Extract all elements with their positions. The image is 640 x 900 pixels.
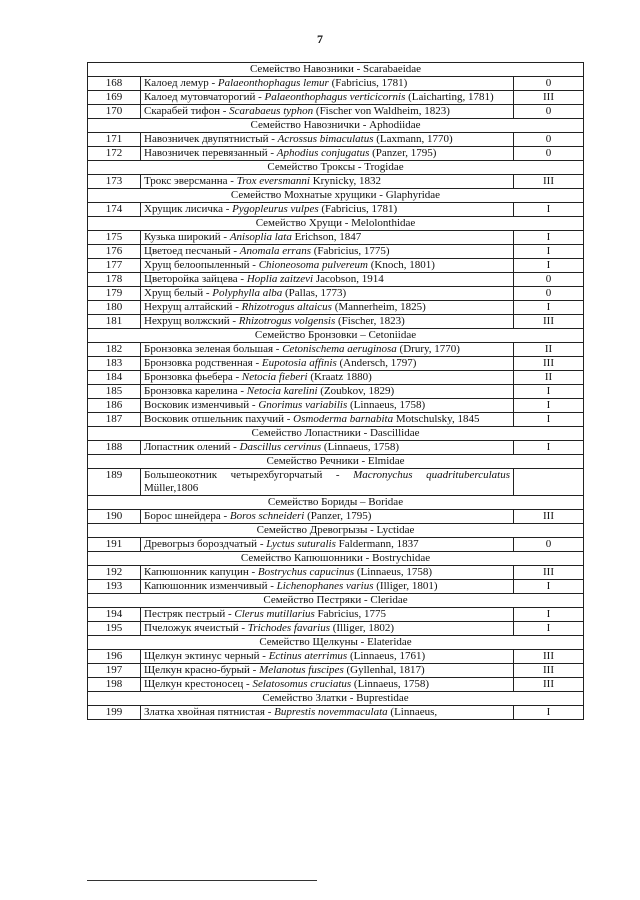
- status-category: I: [514, 399, 584, 413]
- species-name-cell: Нехрущ алтайский - Rhizotrogus altaicus (Mannerheim, 1825): [141, 301, 514, 315]
- scientific-name: Buprestis novemmaculata: [274, 706, 388, 718]
- species-number: 169: [88, 91, 141, 105]
- species-name-cell: Борос шнейдера - Boros schneideri (Panzer, 1795): [141, 510, 514, 524]
- russian-name: Навозничек двупятнистый: [144, 133, 269, 145]
- family-heading: Семейство Бориды – Boridae: [88, 496, 584, 510]
- species-row: [88, 273, 584, 287]
- species-row: [88, 301, 584, 315]
- status-category: III: [514, 664, 584, 678]
- species-number: 191: [88, 538, 141, 552]
- species-number: 180: [88, 301, 141, 315]
- russian-name: Борос шнейдера: [144, 510, 221, 522]
- species-row: [88, 343, 584, 357]
- family-heading: Семейство Навозники - Scarabaeidae: [88, 63, 584, 77]
- author-year: (Mannerheim, 1825): [334, 301, 426, 313]
- status-category: I: [514, 608, 584, 622]
- scientific-name: Aphodius conjugatus: [276, 147, 370, 159]
- author-year: (Knoch, 1801): [370, 259, 435, 271]
- species-number: 182: [88, 343, 141, 357]
- species-name-cell: Кузька широкий - Anisoplia lata Erichson, 1847: [141, 231, 514, 245]
- russian-name: Навозничек перевязанный: [144, 147, 268, 159]
- author-year: (Gyllenhal, 1817): [346, 664, 425, 676]
- species-row: [88, 147, 584, 161]
- author-year: (Kraatz 1880): [310, 371, 372, 383]
- scientific-name: Clerus mutillarius: [234, 608, 315, 620]
- species-name-cell: Хрущик лисичка - Pygopleurus vulpes (Fabricius, 1781): [141, 203, 514, 217]
- scientific-name: Pygopleurus vulpes: [232, 203, 319, 215]
- author-year: (Panzer, 1795): [307, 510, 372, 522]
- species-name-cell: Щелкун крестоносец - Selatosomus cruciatus (Linnaeus, 1758): [141, 678, 514, 692]
- scientific-name: Acrossus bimaculatus: [277, 133, 374, 145]
- species-table-body: [88, 63, 584, 720]
- russian-name: Цветоройка зайцева: [144, 273, 238, 285]
- russian-name: Лопастник олений: [144, 441, 231, 453]
- species-row: [88, 91, 584, 105]
- species-row: [88, 357, 584, 371]
- species-number: 186: [88, 399, 141, 413]
- species-name-cell: Цветоед песчаный - Anomala errans (Fabricius, 1775): [141, 245, 514, 259]
- species-name-cell: Восковик изменчивый - Gnorimus variabilis (Linnaeus, 1758): [141, 399, 514, 413]
- species-name-cell: Навозничек двупятнистый - Acrossus bimaculatus (Laxmann, 1770): [141, 133, 514, 147]
- species-row: [88, 385, 584, 399]
- species-number: 196: [88, 650, 141, 664]
- scientific-name: Rhizotrogus volgensis: [238, 315, 336, 327]
- species-number: 188: [88, 441, 141, 455]
- species-number: 175: [88, 231, 141, 245]
- species-number: 173: [88, 175, 141, 189]
- status-category: I: [514, 231, 584, 245]
- species-name-cell: Большеокотник четырехбугорчатый - Macronychus quadrituberculatus Müller,1806: [141, 469, 514, 496]
- author-year: (Linnaeus, 1758): [353, 678, 430, 690]
- species-name-cell: Капюшонник капуцин - Bostrychus capucinus (Linnaeus, 1758): [141, 566, 514, 580]
- status-category: I: [514, 441, 584, 455]
- species-name-cell: Навозничек перевязанный - Aphodius conjugatus (Panzer, 1795): [141, 147, 514, 161]
- status-category: 0: [514, 273, 584, 287]
- scientific-name: Chioneosoma pulvereum: [258, 259, 368, 271]
- species-row: [88, 371, 584, 385]
- status-category: I: [514, 413, 584, 427]
- species-name-cell: Щелкун эктинус черный - Ectinus aterrimus (Linnaeus, 1761): [141, 650, 514, 664]
- author-year: (Laicharting, 1781): [408, 91, 494, 103]
- russian-name: Скарабей тифон: [144, 105, 220, 117]
- author-year: (Illiger, 1802): [332, 622, 394, 634]
- status-category: 0: [514, 287, 584, 301]
- species-row: [88, 133, 584, 147]
- species-number: 197: [88, 664, 141, 678]
- author-year: Motschulsky, 1845: [395, 413, 480, 425]
- status-category: III: [514, 650, 584, 664]
- species-number: 194: [88, 608, 141, 622]
- species-number: 189: [88, 469, 141, 496]
- species-name-cell: Скарабей тифон - Scarabaeus typhon (Fischer von Waldheim, 1823): [141, 105, 514, 119]
- russian-name: Кузька широкий: [144, 231, 221, 243]
- author-year: Faldermann, 1837: [338, 538, 419, 550]
- species-row: [88, 608, 584, 622]
- status-category: I: [514, 245, 584, 259]
- russian-name: Нехрущ алтайский: [144, 301, 233, 313]
- author-year: (Pallas, 1773): [285, 287, 347, 299]
- species-number: 168: [88, 77, 141, 91]
- species-row: [88, 245, 584, 259]
- status-category: II: [514, 343, 584, 357]
- author-year: (Linnaeus, 1761): [349, 650, 426, 662]
- russian-name: Капюшонник изменчивый: [144, 580, 268, 592]
- species-name-cell: Цветоройка зайцева - Hoplia zaitzevi Jacobson, 1914: [141, 273, 514, 287]
- species-name-cell: Бронзовка фьебера - Netocia fieberi (Kraatz 1880): [141, 371, 514, 385]
- family-row: [88, 119, 584, 133]
- species-name-cell: Древогрыз бороздчатый - Lyctus suturalis Faldermann, 1837: [141, 538, 514, 552]
- species-number: 174: [88, 203, 141, 217]
- scientific-name: Eupotosia affinis: [261, 357, 337, 369]
- species-name-cell: Восковик отшельник пахучий - Osmoderma barnabita Motschulsky, 1845: [141, 413, 514, 427]
- status-category: I: [514, 580, 584, 594]
- russian-name: Калоед мутовчаторогий: [144, 91, 256, 103]
- status-category: II: [514, 371, 584, 385]
- family-row: [88, 217, 584, 231]
- species-name-cell: Бронзовка карелина - Netocia karelini (Zoubkov, 1829): [141, 385, 514, 399]
- author-year: (Andersch, 1797): [339, 357, 417, 369]
- species-row: [88, 650, 584, 664]
- status-category: III: [514, 91, 584, 105]
- species-number: 198: [88, 678, 141, 692]
- family-heading: Семейство Лопастники - Dascillidae: [88, 427, 584, 441]
- author-year: (Fabricius, 1775): [313, 245, 390, 257]
- species-name-cell: Златка хвойная пятнистая - Buprestis novemmaculata (Linnaeus,: [141, 706, 514, 720]
- family-row: [88, 427, 584, 441]
- author-year: (Linnaeus, 1758): [356, 566, 433, 578]
- author-year: (Zoubkov, 1829): [320, 385, 395, 397]
- russian-name: Большеокотник четырехбугорчатый: [144, 469, 323, 481]
- scientific-name: Scarabaeus typhon: [229, 105, 314, 117]
- species-number: 193: [88, 580, 141, 594]
- russian-name: Нехрущ волжский: [144, 315, 230, 327]
- species-number: 184: [88, 371, 141, 385]
- status-category: 0: [514, 133, 584, 147]
- scientific-name: Rhizotrogus altaicus: [241, 301, 332, 313]
- russian-name: Хрущ белоопыленный: [144, 259, 250, 271]
- russian-name: Златка хвойная пятнистая: [144, 706, 265, 718]
- species-row: [88, 315, 584, 329]
- scientific-name: Melanotus fuscipes: [259, 664, 344, 676]
- scientific-name: Selatosomus cruciatus: [252, 678, 352, 690]
- scientific-name: Trichodes favarius: [247, 622, 330, 634]
- species-row: [88, 706, 584, 720]
- species-row: [88, 664, 584, 678]
- species-number: 181: [88, 315, 141, 329]
- species-name-cell: Пестряк пестрый - Clerus mutillarius Fabricius, 1775: [141, 608, 514, 622]
- russian-name: Хрущ белый: [144, 287, 204, 299]
- family-heading: Семейство Капюшонники - Bostrychidae: [88, 552, 584, 566]
- author-year: (Linnaeus,: [390, 706, 438, 718]
- species-number: 170: [88, 105, 141, 119]
- species-name-cell: Лопастник олений - Dascillus cervinus (Linnaeus, 1758): [141, 441, 514, 455]
- author-year: (Drury, 1770): [399, 343, 460, 355]
- author-year: Erichson, 1847: [294, 231, 362, 243]
- russian-name: Калоед лемур: [144, 77, 209, 89]
- species-number: 177: [88, 259, 141, 273]
- status-category: I: [514, 385, 584, 399]
- scientific-name: Lyctus suturalis: [266, 538, 336, 550]
- scientific-name: Netocia karelini: [246, 385, 318, 397]
- scientific-name: Polyphylla alba: [212, 287, 283, 299]
- species-row: [88, 231, 584, 245]
- species-table: [87, 62, 584, 720]
- species-number: 183: [88, 357, 141, 371]
- scientific-name: Dascillus cervinus: [239, 441, 322, 453]
- status-category: [514, 469, 584, 496]
- russian-name: Бронзовка карелина: [144, 385, 238, 397]
- russian-name: Древогрыз бороздчатый: [144, 538, 258, 550]
- russian-name: Щелкун крестоносец: [144, 678, 244, 690]
- species-row: [88, 105, 584, 119]
- species-number: 192: [88, 566, 141, 580]
- page-number: 7: [317, 32, 323, 46]
- family-row: [88, 692, 584, 706]
- status-category: III: [514, 315, 584, 329]
- status-category: III: [514, 175, 584, 189]
- author-year: (Illiger, 1801): [376, 580, 438, 592]
- species-number: 187: [88, 413, 141, 427]
- species-row: [88, 203, 584, 217]
- author-year: (Linnaeus, 1758): [323, 441, 400, 453]
- scientific-name: Palaeonthophagus lemur: [217, 77, 329, 89]
- status-category: 0: [514, 105, 584, 119]
- species-name-cell: Бронзовка зеленая большая - Cetonischema aeruginosa (Drury, 1770): [141, 343, 514, 357]
- species-name-cell: Нехрущ волжский - Rhizotrogus volgensis (Fischer, 1823): [141, 315, 514, 329]
- status-category: I: [514, 259, 584, 273]
- species-number: 185: [88, 385, 141, 399]
- scientific-name: Trox eversmanni: [236, 175, 310, 187]
- scientific-name: Cetonischema aeruginosa: [282, 343, 397, 355]
- russian-name: Трокс эверсманна: [144, 175, 228, 187]
- status-category: 0: [514, 77, 584, 91]
- species-row: [88, 175, 584, 189]
- species-row: [88, 538, 584, 552]
- species-number: 199: [88, 706, 141, 720]
- status-category: I: [514, 622, 584, 636]
- scientific-name: Netocia fieberi: [241, 371, 308, 383]
- species-row: [88, 77, 584, 91]
- species-row: [88, 678, 584, 692]
- family-row: [88, 329, 584, 343]
- scientific-name: Macronychus quadrituberculatus: [353, 469, 510, 481]
- status-category: I: [514, 301, 584, 315]
- russian-name: Щелкун красно-бурый: [144, 664, 250, 676]
- russian-name: Хрущик лисичка: [144, 203, 223, 215]
- species-row: [88, 399, 584, 413]
- russian-name: Пчеложук ячеистый: [144, 622, 239, 634]
- russian-name: Бронзовка родственная: [144, 357, 253, 369]
- species-name-cell: Капюшонник изменчивый - Lichenophanes varius (Illiger, 1801): [141, 580, 514, 594]
- species-name-cell: Трокс эверсманна - Trox eversmanni Krynicky, 1832: [141, 175, 514, 189]
- species-name-cell: Хрущ белый - Polyphylla alba (Pallas, 1773): [141, 287, 514, 301]
- status-category: III: [514, 510, 584, 524]
- family-heading: Семейство Хрущи - Melolonthidae: [88, 217, 584, 231]
- species-number: 171: [88, 133, 141, 147]
- scientific-name: Bostrychus capucinus: [257, 566, 355, 578]
- status-category: 0: [514, 147, 584, 161]
- russian-name: Восковик отшельник пахучий: [144, 413, 284, 425]
- family-heading: Семейство Навознички - Aphodiidae: [88, 119, 584, 133]
- family-heading: Семейство Троксы - Trogidae: [88, 161, 584, 175]
- russian-name: Цветоед песчаный: [144, 245, 231, 257]
- status-category: 0: [514, 538, 584, 552]
- scientific-name: Boros schneideri: [229, 510, 305, 522]
- russian-name: Щелкун эктинус черный: [144, 650, 260, 662]
- species-row: [88, 259, 584, 273]
- scientific-name: Ectinus aterrimus: [268, 650, 348, 662]
- family-row: [88, 636, 584, 650]
- family-row: [88, 594, 584, 608]
- family-row: [88, 455, 584, 469]
- author-year: (Laxmann, 1770): [376, 133, 453, 145]
- species-name-cell: Щелкун красно-бурый - Melanotus fuscipes (Gyllenhal, 1817): [141, 664, 514, 678]
- species-name-cell: Пчеложук ячеистый - Trichodes favarius (Illiger, 1802): [141, 622, 514, 636]
- author-year: (Linnaeus, 1758): [350, 399, 426, 411]
- species-number: 190: [88, 510, 141, 524]
- status-category: I: [514, 706, 584, 720]
- species-row: [88, 510, 584, 524]
- status-category: I: [514, 203, 584, 217]
- family-row: [88, 524, 584, 538]
- family-heading: Семейство Щелкуны - Elateridae: [88, 636, 584, 650]
- species-number: 178: [88, 273, 141, 287]
- species-row: [88, 580, 584, 594]
- species-name-cell: Хрущ белоопыленный - Chioneosoma pulvereum (Knoch, 1801): [141, 259, 514, 273]
- russian-name: Бронзовка фьебера: [144, 371, 233, 383]
- status-category: III: [514, 357, 584, 371]
- family-heading: Семейство Речники - Elmidae: [88, 455, 584, 469]
- status-category: III: [514, 566, 584, 580]
- author-year: (Panzer, 1795): [372, 147, 437, 159]
- species-number: 179: [88, 287, 141, 301]
- author-year: (Fischer von Waldheim, 1823): [315, 105, 450, 117]
- species-number: 172: [88, 147, 141, 161]
- family-heading: Семейство Бронзовки – Cetoniidae: [88, 329, 584, 343]
- status-category: III: [514, 678, 584, 692]
- author-year: (Fabricius, 1781): [321, 203, 398, 215]
- scientific-name: Gnorimus variabilis: [258, 399, 348, 411]
- family-row: [88, 552, 584, 566]
- family-heading: Семейство Златки - Buprestidae: [88, 692, 584, 706]
- author-year: (Fischer, 1823): [338, 315, 405, 327]
- family-row: [88, 496, 584, 510]
- family-heading: Семейство Мохнатые хрущики - Glaphyridae: [88, 189, 584, 203]
- scientific-name: Anomala errans: [239, 245, 311, 257]
- family-row: [88, 63, 584, 77]
- species-row: [88, 622, 584, 636]
- author-year: Krynicky, 1832: [312, 175, 382, 187]
- family-row: [88, 161, 584, 175]
- author-year: Jacobson, 1914: [315, 273, 384, 285]
- russian-name: Восковик изменчивый: [144, 399, 250, 411]
- species-row: [88, 566, 584, 580]
- russian-name: Капюшонник капуцин: [144, 566, 249, 578]
- russian-name: Бронзовка зеленая большая: [144, 343, 274, 355]
- species-name-cell: Бронзовка родственная - Eupotosia affinis (Andersch, 1797): [141, 357, 514, 371]
- author-year: (Fabricius, 1781): [331, 77, 408, 89]
- species-row: [88, 287, 584, 301]
- russian-name: Пестряк пестрый: [144, 608, 226, 620]
- author-year: Fabricius, 1775: [317, 608, 386, 620]
- scientific-name: Osmoderma barnabita: [293, 413, 394, 425]
- species-number: 176: [88, 245, 141, 259]
- species-name-cell: Калоед лемур - Palaeonthophagus lemur (Fabricius, 1781): [141, 77, 514, 91]
- footnote-divider: [87, 880, 317, 881]
- author-year: Müller,1806: [144, 482, 199, 494]
- scientific-name: Hoplia zaitzevi: [246, 273, 314, 285]
- species-number: 195: [88, 622, 141, 636]
- family-heading: Семейство Древогрызы - Lyctidae: [88, 524, 584, 538]
- species-name-cell: Калоед мутовчаторогий - Palaeonthophagus verticicornis (Laicharting, 1781): [141, 91, 514, 105]
- scientific-name: Lichenophanes varius: [276, 580, 374, 592]
- species-row: [88, 441, 584, 455]
- family-row: [88, 189, 584, 203]
- scientific-name: Anisoplia lata: [229, 231, 292, 243]
- species-row: [88, 413, 584, 427]
- family-heading: Семейство Пестряки - Cleridae: [88, 594, 584, 608]
- species-row: [88, 469, 584, 496]
- scientific-name: Palaeonthophagus verticicornis: [264, 91, 406, 103]
